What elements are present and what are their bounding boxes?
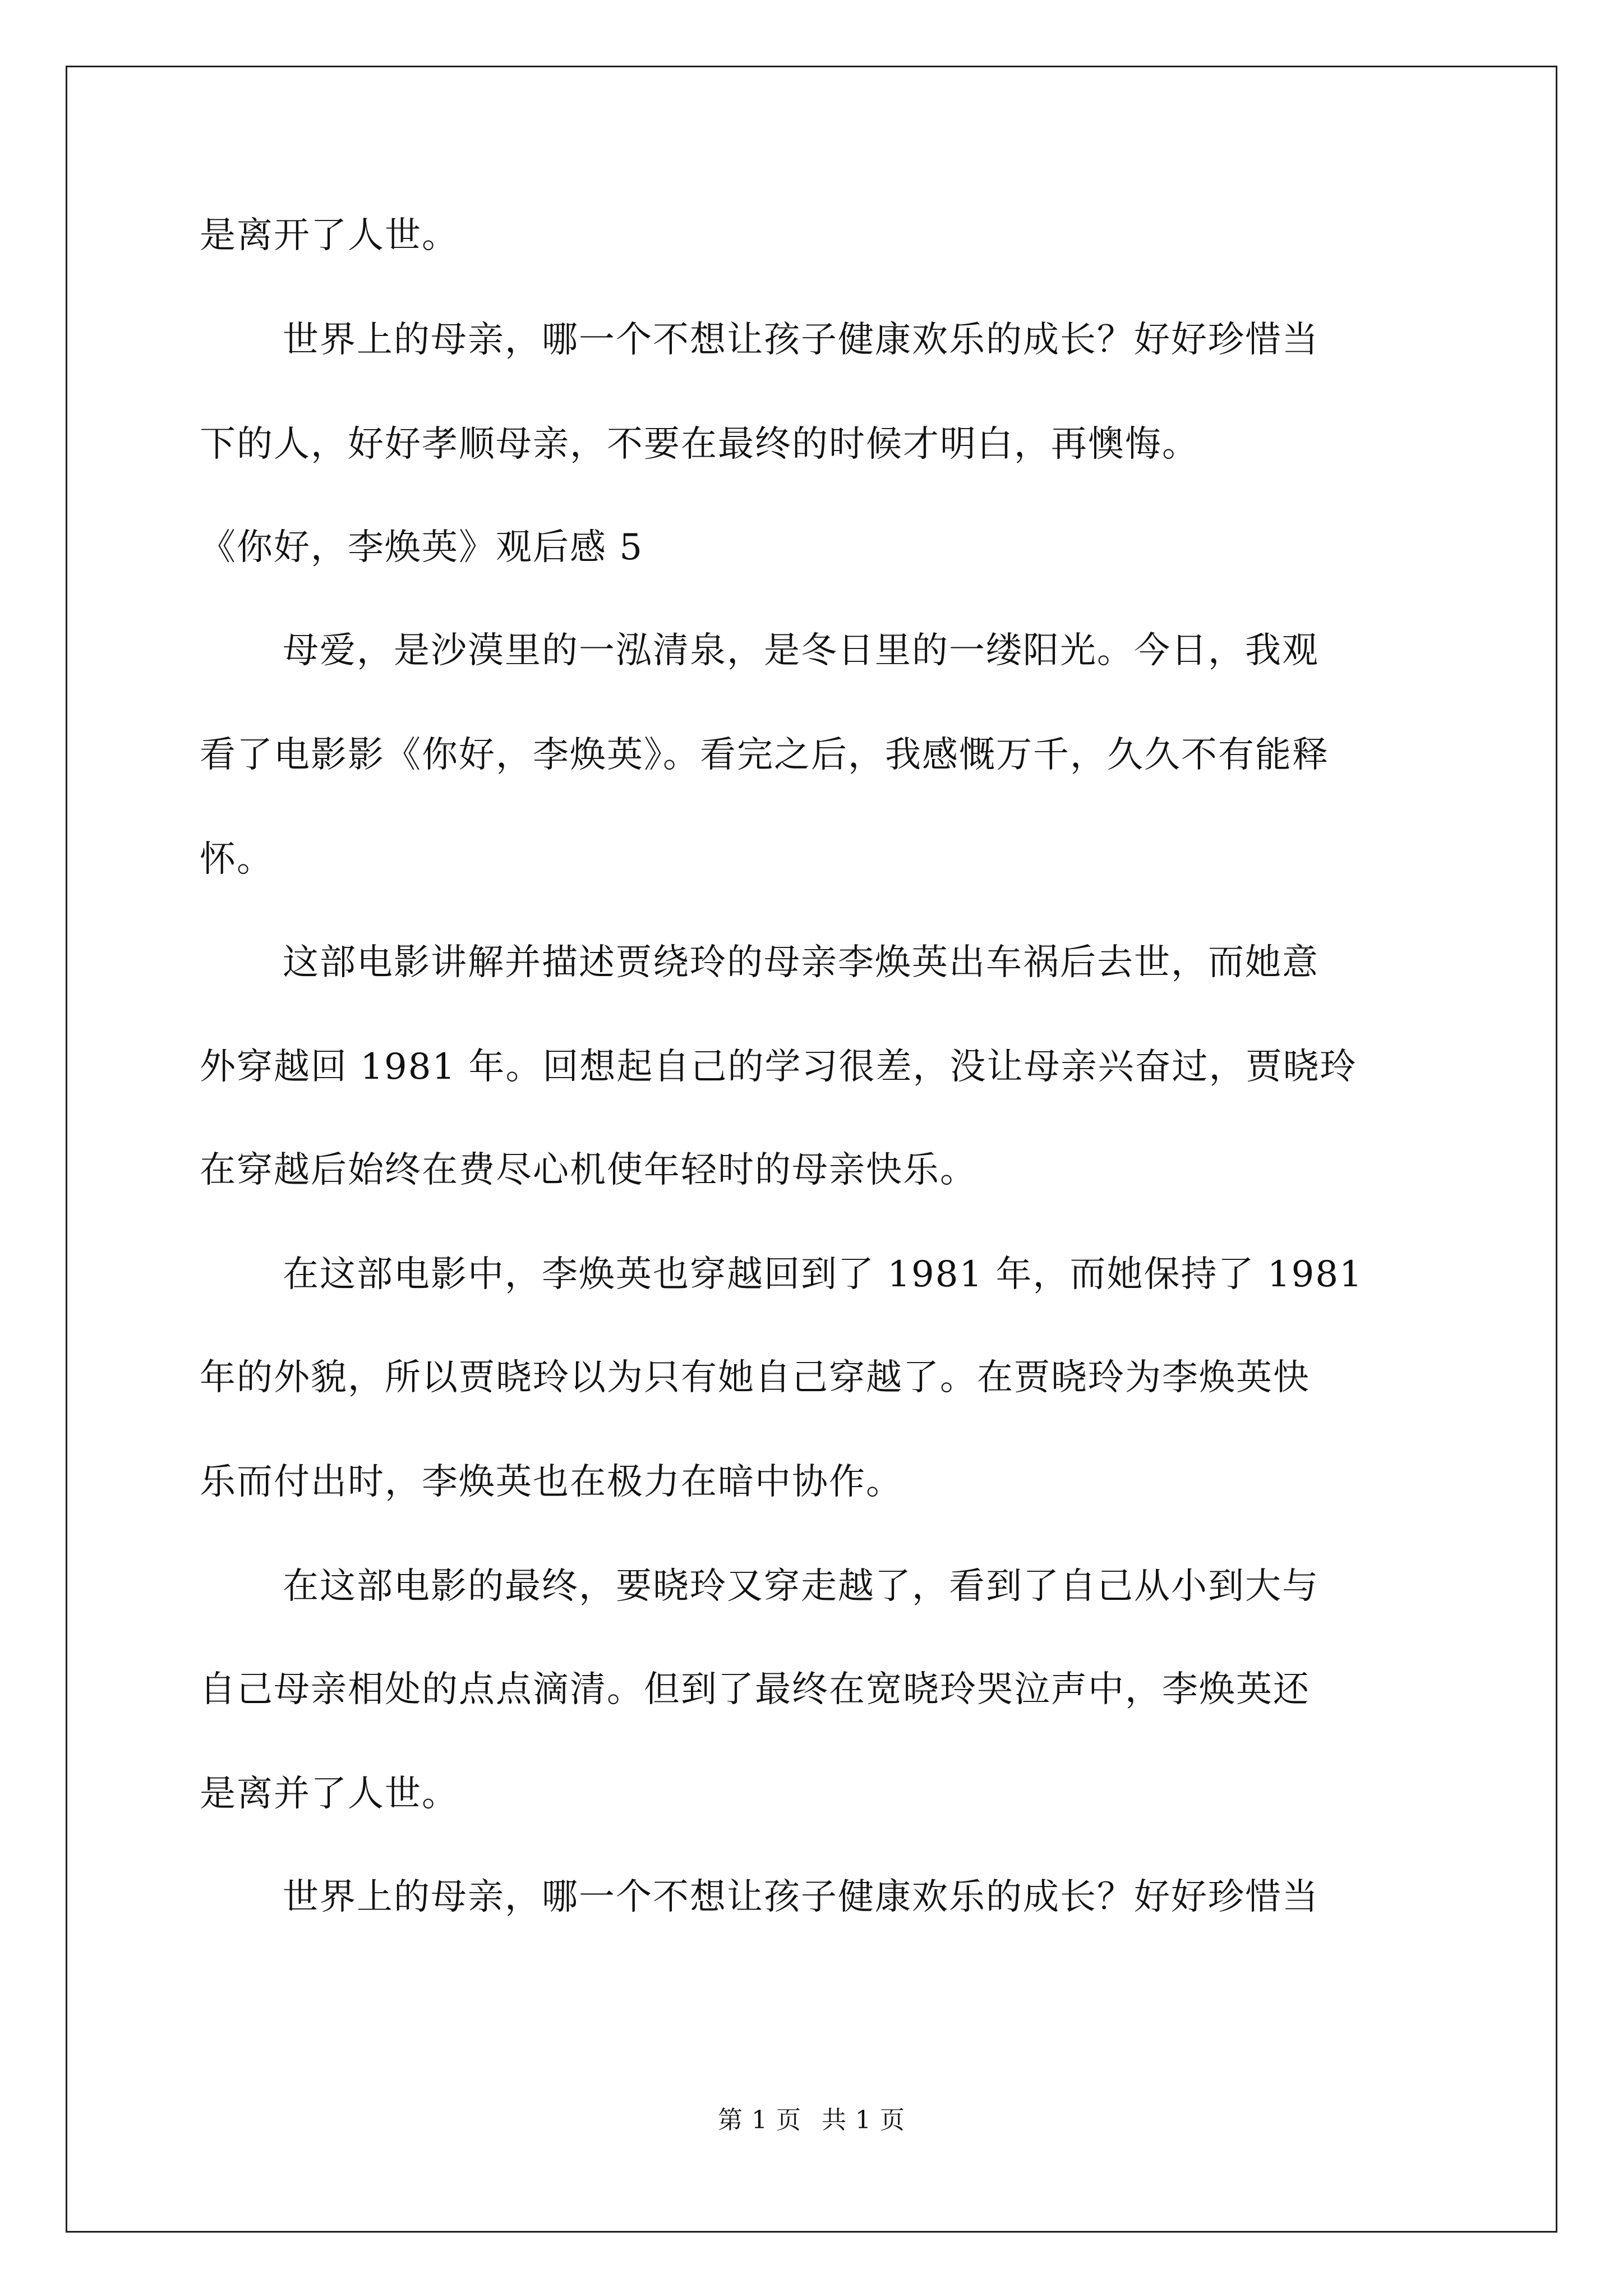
- page-footer: [0, 2105, 1623, 2136]
- page-number: 第 1 页: [718, 2106, 801, 2134]
- text-line: 母爱，是沙漠里的一泓清泉，是冬日里的一缕阳光。今日，我观: [283, 630, 1319, 671]
- text-line: 世界上的母亲，哪一个不想让孩子健康欢乐的成长？好好珍惜当: [283, 319, 1319, 361]
- text-line: 是离开了人世。: [200, 215, 459, 256]
- text-line: 在这部电影的最终，要晓玲又穿走越了，看到了自己从小到大与: [283, 1566, 1319, 1607]
- text-line: 这部电影讲解并描述贾绕玲的母亲李焕英出车祸后去世，而她意: [283, 942, 1319, 983]
- text-line: 自己母亲相处的点点滴清。但到了最终在宽晓玲哭泣声中，李焕英还: [200, 1669, 1310, 1710]
- text-line: 乐而付出时，李焕英也在极力在暗中协作。: [200, 1461, 903, 1503]
- text-line: 怀。: [200, 839, 274, 880]
- section-title: 《你好，李焕英》观后感 5: [200, 527, 644, 568]
- text-line: 是离并了人世。: [200, 1773, 459, 1815]
- text-line: 下的人，好好孝顺母亲，不要在最终的时候才明白，再懊悔。: [200, 424, 1199, 465]
- text-line: 年的外貌，所以贾晓玲以为只有她自己穿越了。在贾晓玲为李焕英快: [200, 1357, 1310, 1398]
- text-line: 在穿越后始终在费尽心机使年轻时的母亲快乐。: [200, 1149, 977, 1191]
- text-line: 外穿越回 1981 年。回想起自己的学习很差，没让母亲兴奋过，贾晓玲: [200, 1046, 1357, 1088]
- text-line: 世界上的母亲，哪一个不想让孩子健康欢乐的成长？好好珍惜当: [283, 1876, 1319, 1918]
- text-line: 在这部电影中，李焕英也穿越回到了 1981 年，而她保持了 1981: [283, 1254, 1363, 1295]
- page-total: 共 1 页: [822, 2106, 905, 2134]
- text-line: 看了电影影《你好，李焕英》。看完之后，我感慨万千，久久不有能释: [200, 734, 1329, 776]
